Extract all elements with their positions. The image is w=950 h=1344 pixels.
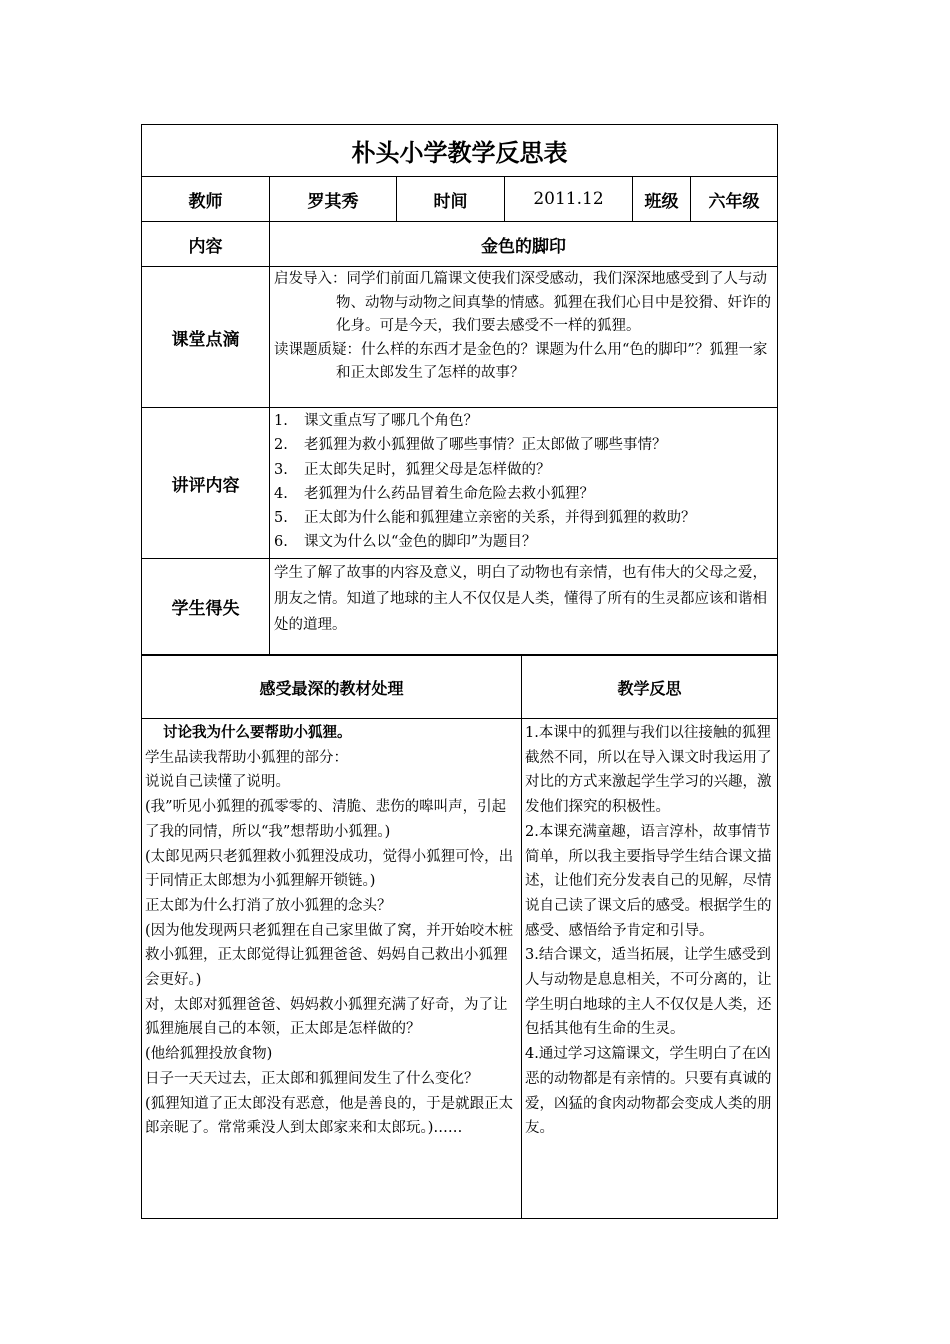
review-label: 讲评内容 [142, 408, 270, 559]
materials-line: (我”听见小狐狸的孤零零的、清脆、悲伤的嗥叫声，引起了我的同情，所以“我”想帮助小狐狸。) [145, 799, 507, 840]
list-item: 6. 课文为什么以“金色的脚印”为题目？ [274, 534, 537, 551]
materials-text [142, 719, 522, 1219]
list-item: 5. 正太郎为什么能和狐狸建立亲密的关系，并得到狐狸的救助？ [274, 510, 696, 527]
materials-line: (太郎见两只老狐狸救小狐狸没成功，觉得小狐狸可怜，出于同情正太郎想为小狐狸解开锁链。) [145, 848, 514, 890]
teacher-name: 罗其秀 [270, 177, 397, 222]
materials-line: (他给狐狸投放食物) [145, 1046, 273, 1063]
classroom-label: 课堂点滴 [142, 267, 270, 408]
list-item: 2. 老狐狸为救小狐狸做了哪些事情？正太郎做了哪些事情？ [274, 437, 667, 454]
materials-line: (狐狸知道了正太郎没有恶意，他是善良的，于是就跟正太郎亲昵了。常常乘没人到太郎家来和太郎玩。)…… [145, 1095, 514, 1137]
teacher-label: 教师 [142, 177, 270, 222]
time-label: 时间 [397, 177, 505, 222]
content-value: 金色的脚印 [270, 222, 778, 267]
class-value: 六年级 [691, 177, 778, 222]
materials-line: (因为他发现两只老狐狸在自己家里做了窝，并开始咬木桩救小狐狸，正太郎觉得让狐狸爸爸、妈妈自己救出小狐狸会更好。) [145, 922, 514, 989]
materials-line: 说说自己读懂了说明。 [145, 774, 290, 791]
list-item: 3. 正太郎失足时，狐狸父母是怎样做的？ [274, 461, 551, 478]
materials-line: 学生品读我帮助小狐狸的部分： [145, 749, 348, 766]
list-item: 1. 课文重点写了哪几个角色？ [274, 413, 478, 429]
reflection-item: 1.本课中的狐狸与我们以往接触的狐狸截然不同，所以在导入课文时我运用了对比的方式来激起学生学习的兴趣，激发他们探究的积极性。 [525, 725, 772, 816]
content-label: 内容 [142, 222, 270, 267]
reflection-item: 3.结合课文，适当拓展，让学生感受到人与动物是息息相关，不可分离的，让学生明白地球的主人不仅仅是人类，还包括其他有生命的生灵。 [525, 947, 772, 1038]
materials-lead: 讨论我为什么要帮助小狐狸。 [163, 724, 352, 741]
classroom-paragraph: 读课题质疑：什么样的东西才是金色的？课题为什么用“色的脚印”？狐狸一家和正太郎发生了怎样的故事？ [274, 341, 768, 381]
form-title: 朴头小学教学反思表 [142, 125, 778, 177]
materials-line: 对，太郎对狐狸爸爸、妈妈救小狐狸充满了好奇，为了让狐狸施展自己的本领，正太郎是怎样做的？ [145, 996, 508, 1038]
materials-line: 日子一天天过去，正太郎和狐狸间发生了什么变化？ [145, 1070, 479, 1087]
reflection-item: 4.通过学习这篇课文，学生明白了在凶恶的动物都是有亲情的。只要有真诚的爱，凶猛的食肉动物都会变成人类的朋友。 [525, 1046, 772, 1137]
list-item: 4. 老狐狸为什么药品冒着生命危险去救小狐狸？ [274, 485, 594, 502]
classroom-text [270, 267, 778, 408]
time-value: 2011.12 [505, 177, 633, 222]
materials-header: 感受最深的教材处理 [142, 656, 522, 719]
reflection-header: 教学反思 [522, 656, 778, 719]
gains-label: 学生得失 [142, 559, 270, 655]
gains-text: 学生了解了故事的内容及意义，明白了动物也有亲情，也有伟大的父母之爱，朋友之情。知道了地球的主人不仅仅是人类，懂得了所有的生灵都应该和谐相处的道理。 [270, 559, 778, 655]
form-top-table [141, 124, 778, 655]
reflection-item: 2.本课充满童趣，语言淳朴，故事情节简单，所以我主要指导学生结合课文描述，让他们充分发表自己的见解，尽情说自己读了课文后的感受。根据学生的感受、感悟给予肯定和引导。 [525, 823, 772, 939]
review-list [270, 408, 778, 559]
reflection-form [141, 124, 777, 1219]
classroom-paragraph: 启发导入：同学们前面几篇课文使我们深受感动，我们深深地感受到了人与动物、动物与动物之间真挚的情感。狐狸在我们心目中是狡猾、奸诈的化身。可是今天，我们要去感受不一样的狐狸。 [274, 271, 771, 334]
form-bottom-table [141, 655, 778, 1219]
class-label: 班级 [633, 177, 691, 222]
reflection-text [522, 719, 778, 1219]
materials-line: 正太郎为什么打消了放小狐狸的念头？ [145, 897, 392, 914]
